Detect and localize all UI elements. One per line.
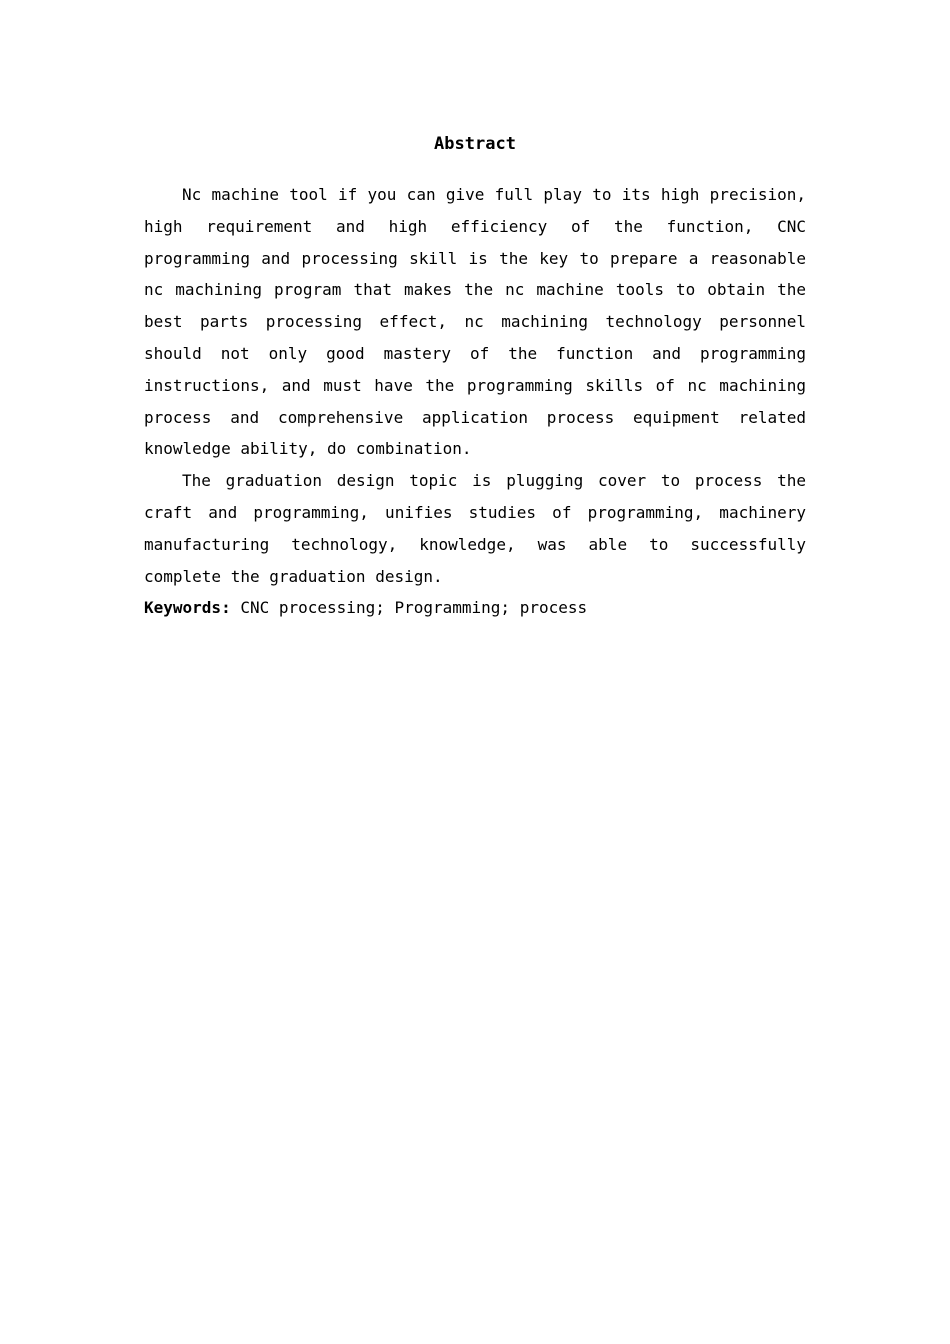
abstract-title: Abstract (434, 134, 516, 154)
keywords-line (144, 592, 806, 624)
abstract-paragraph-2: The graduation design topic is plugging cover to process the craft and programming, unifies studies of programming, machinery manufacturing technology, knowledge, was able to successfully complete the graduation design. (144, 471, 806, 586)
abstract-paragraph-1: Nc machine tool if you can give full play to its high precision, high requirement and high efficiency of the function, CNC programming and processing skill is the key to prepare a reasonable nc machining program that makes the nc machine tools to obtain the best parts processing effect, nc machining technology personnel should not only good mastery of the function and programming instructions, and must have the programming skills of nc machining process and comprehensive application process equipment related knowledge ability, do combination. (144, 185, 806, 459)
keywords-text: CNC processing; Programming; process (240, 598, 588, 618)
keywords-label: Keywords: (144, 598, 231, 618)
abstract-section (144, 128, 806, 624)
